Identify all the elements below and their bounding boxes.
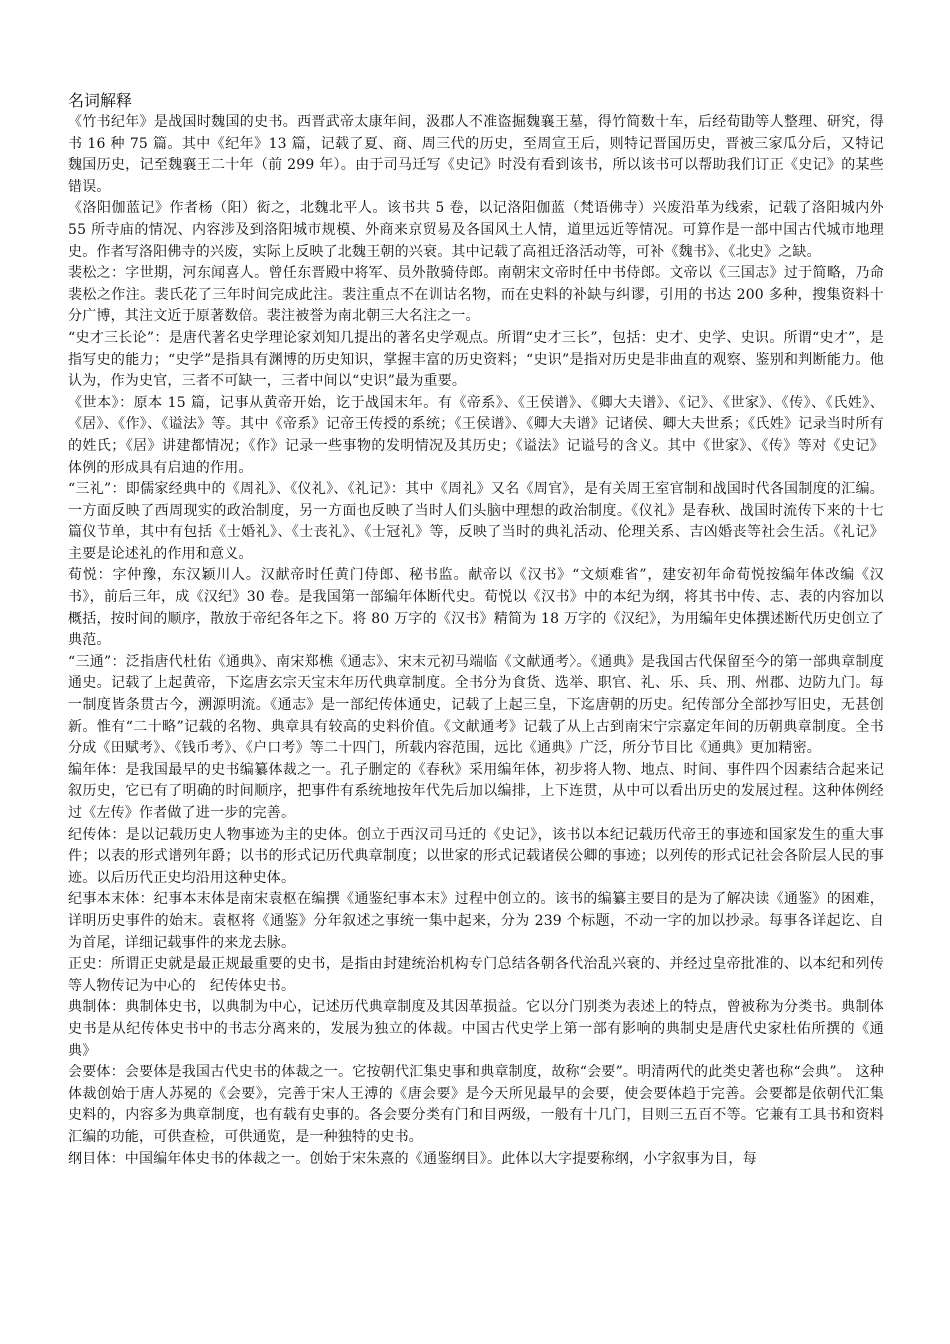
entry-shiben: 《世本》：原本 15 篇，记事从黄帝开始，讫于战国末年。有《帝系》、《王侯谱》、《卿大夫谱》、《记》、《世家》、《传》、《氏姓》、《居》、《作》、《谥法》等。其中《帝系》记帝王传授的系统；《王侯谱》、《卿大夫谱》记诸侯、卿大夫世系；《氏姓》记录当时所有的姓氏；《居》讲建都情况；《作》记录一些事物的发明情况及其历史；《谥法》记谥号的含义。其中《世家》、《传》等对《史记》体例的形成具有启迪的作用。: [68, 394, 884, 476]
entry-gangmu-ti: 纲目体：中国编年体史书的体裁之一。创始于宋朱熹的《通鉴纲目》。此体以大字提要称纲，小字叙事为目，每: [68, 1150, 757, 1167]
entry-huiyao-ti: 会要体：会要体是我国古代史书的体裁之一。它按朝代汇集史事和典章制度，故称“会要”。明清两代的此类史著也称“会典”。 这种体裁创始于唐人苏冕的《会要》，完善于宋人王溥的《唐会要》是今天所见最早的会要，使会要体趋于完善。会要都是依朝代汇集史料的，内容多为典章制度，也有载有史事的。各会要分类有门和目两级，一般有十几门，目则三五百不等。它兼有工具书和资料汇编的功能，可供查检，可供通览，是一种独特的史书。: [68, 1064, 884, 1145]
page-heading: 名词解释: [68, 91, 133, 110]
entry-dianzhi-ti: 典制体：典制体史书，以典制为中心，记述历代典章制度及其因革损益。它以分门别类为表述上的特点，曾被称为分类书。典制体史书是从纪传体史书中的书志分离来的，发展为独立的体裁。中国古代史学上第一部有影响的典制史是唐代史家杜佑所撰的《通典》: [68, 999, 884, 1059]
entry-jishi-benmo-ti: 纪事本末体：纪事本末体是南宋袁枢在编撰《通鉴纪事本末》过程中创立的。该书的编纂主要目的是为了解决读《通鉴》的困难，详明历史事件的始末。袁枢将《通鉴》分年叙述之事统一集中起来，分为 239 个标题，不动一字的加以抄录。每事各详起讫、自为首尾，详细记载事件的来龙去脉。: [68, 891, 884, 951]
entry-jizhuan-ti: 纪传体：是以记载历史人物事迹为主的史体。创立于西汉司马迁的《史记》，该书以本纪记载历代帝王的事迹和国家发生的重大事件；以表的形式谱列年爵；以书的形式记历代典章制度；以世家的形式记载诸侯公卿的事迹；以列传的形式记社会各阶层人民的事迹。以后历代正史均沿用这种史体。: [68, 826, 884, 886]
entry-pei-songzhi: 裴松之：字世期，河东闻喜人。曾任东晋殿中将军、员外散骑侍郎。南朝宋文帝时任中书侍郎。文帝以《三国志》过于简略，乃命裴松之作注。裴氏花了三年时间完成此注。裴注重点不在训诂名物，而在史料的补缺与纠谬，引用的书达 200 多种，搜集资料十分广博，其注文近于原著数倍。裴注被誉为南北朝三大名注之一。: [68, 265, 884, 325]
entry-zhushu-jinian: 《竹书纪年》是战国时魏国的史书。西晋武帝太康年间，汲郡人不准盗掘魏襄王墓，得竹简数十车，后经荀勖等人整理、研究，得书 16 种 75 篇。其中《纪年》13 篇，记载了夏、商、周三代的历史，至周宣王后，则特记晋国历史，晋被三家瓜分后，又特记魏国历史，记至魏襄王二十年（前 299 年）。由于司马迁写《史记》时没有看到该书，所以该书可以帮助我们订正《史记》的某些错误。: [68, 114, 884, 195]
entry-shicai-sanchang-lun: “史才三长论”：是唐代著名史学理论家刘知几提出的著名史学观点。所谓“史才三长”，包括：史才、史学、史识。所谓“史才”，是指写史的能力；“史学”是指具有渊博的历史知识，掌握丰富的历史资料；“史识”是指对历史是非曲直的观察、鉴别和判断能力。他认为，作为史官，三者不可缺一，三者中间以“史识”最为重要。: [68, 329, 884, 390]
entry-zhengshi: 正史：所谓正史就是最正规最重要的史书，是指由封建统治机构专门总结各朝各代治乱兴衰的、并经过皇帝批准的、以本纪和列传等人物传记为中心的 纪传体史书。: [68, 956, 884, 994]
entry-luoyang-qielan-ji: 《洛阳伽蓝记》作者杨（阳）衒之，北魏北平人。该书共 5 卷，以记洛阳伽蓝（梵语佛寺）兴废沿革为线索，记载了洛阳城内外 55 所寺庙的情况、内容涉及到洛阳城市规模、外商来京贸易及各国风土人情，道里远近等情况。可算作是一部中国古代城市地理史。作者写洛阳佛寺的兴废，实际上反映了北魏王朝的兴衰。其中记载了高祖迁洛活动等，可补《魏书》、《北史》之缺。: [68, 200, 884, 260]
entry-sanli: “三礼”：即儒家经典中的《周礼》、《仪礼》、《礼记》：其中《周礼》又名《周官》，是有关周王室官制和战国时代各国制度的汇编。一方面反映了西周现实的政治制度，另一方面也反映了当时人们头脑中理想的政治制度。《仪礼》是春秋、战国时流传下来的十七篇仪节单，其中有包括《士婚礼》、《士丧礼》、《士冠礼》等，反映了当时的典礼活动、伦理关系、吉凶婚丧等社会生活。《礼记》主要是论述礼的作用和意义。: [68, 481, 884, 562]
entry-xun-yue: 荀悦：字仲豫，东汉颖川人。汉献帝时任黄门侍郎、秘书监。献帝以《汉书》“文烦难省”，建安初年命荀悦按编年体改编《汉书》，前后三年，成《汉纪》30 卷。是我国第一部编年体断代史。荀悦以《汉书》中的本纪为纲，将其书中传、志、表的内容加以概括，按时间的顺序，散放于帝纪各年之下。将 80 万字的《汉书》精简为 18 万字的《汉纪》，为用编年史体撰述断代历史创立了典范。: [68, 567, 884, 649]
entry-biannian-ti: 编年体：是我国最早的史书编纂体裁之一。孔子删定的《春秋》采用编年体，初步将人物、地点、时间、事件四个因素结合起来记叙历史，它已有了明确的时间顺序，把事件有系统地按年代先后加以编排，上下连贯，从中可以看出历史的发展过程。这种体例经过《左传》作者做了进一步的完善。: [68, 761, 884, 821]
entry-santong: “三通”：泛指唐代杜佑《通典》、南宋郑樵《通志》、宋末元初马端临《文献通考〉。《通典》是我国古代保留至今的第一部典章制度通史。记载了上起黄帝，下迄唐玄宗天宝末年历代典章制度。全书分为食货、选举、职官、礼、乐、兵、刑、州郡、边防九门。每一制度皆条贯古今，溯源明流。《通志》是一部纪传体通史，记载了上起三皇，下迄唐朝的历史。纪传部分全部抄写旧史，无甚创新。惟有“二十略”记载的名物、典章具有较高的史料价值。《文献通考》记载了从上古到南宋宁宗嘉定年间的历朝典章制度。全书分成《田赋考》、《钱币考》、《户口考》等二十四门，所载内容范围，远比《通典》广泛，所分节目比《通典》更加精密。: [68, 653, 884, 757]
document-page: [68, 90, 884, 1170]
